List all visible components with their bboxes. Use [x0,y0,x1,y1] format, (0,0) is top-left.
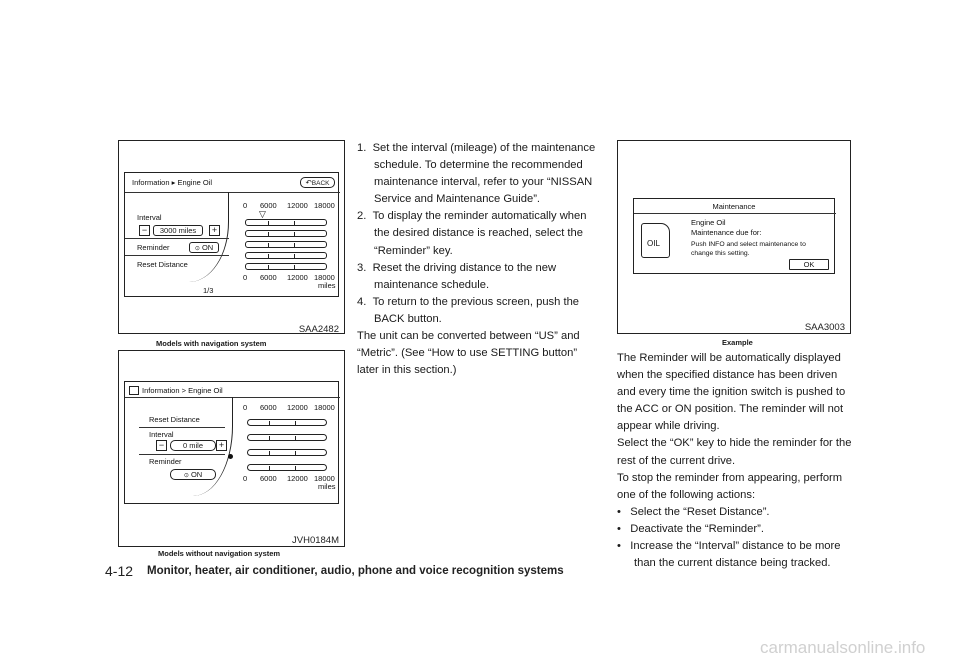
reminder-column [617,350,853,572]
bar-tick [269,466,270,470]
nonav-figure-caption: Models without navigation system [158,549,281,558]
nav-back-button[interactable]: ↶BACK [300,177,335,188]
nav-marker-icon: ▽ [259,209,266,219]
bar-tick [269,436,270,440]
nav-figure-code: SAA2482 [298,324,339,335]
oil-can-icon: OIL [641,223,670,258]
back-arrow-icon: ↶ [305,178,312,187]
figure-nonav-screen [118,350,345,547]
nav-row-divider [125,238,229,239]
nonav-scale-bottom-0: 0 [243,474,248,483]
bar-tick [295,421,296,425]
page-number: 4-12 [105,563,134,579]
bar-tick [295,451,296,455]
steps-column [357,140,601,379]
nonav-bar [247,464,327,471]
nav-row-divider [125,255,229,256]
bar-tick [294,232,295,236]
nonav-scroll-dot-icon [228,454,233,459]
nonav-reset-label: Reset Distance [149,415,200,424]
bar-tick [268,254,269,258]
bullet-item: • Select the “Reset Distance”. [617,505,770,518]
step-3: 3. Reset the driving distance to the new maintenance schedule. [357,261,557,291]
example-figure-code: SAA3003 [804,322,845,333]
nonav-interval-label: Interval [149,430,174,439]
example-title-divider [634,213,836,214]
nav-scale-top-3: 18000 [314,201,335,210]
example-dialog [633,198,835,274]
toggle-indicator-icon: ⊙ [194,246,200,252]
example-figure-caption: Example [722,338,753,347]
example-line2: Maintenance due for: [691,228,762,237]
step-2: 2. To display the reminder automatically when the desired distance is reached, select the “Reminder” key. [357,210,587,257]
nav-scale-top-1: 6000 [260,201,277,210]
nonav-scale-bottom-3: 18000 [314,474,335,483]
info-square-icon [129,386,139,395]
bar-tick [294,243,295,247]
nav-bar [245,263,327,270]
bar-tick [295,466,296,470]
nonav-minus-button[interactable]: − [156,440,167,451]
right-paragraph-3: To stop the reminder from appearing, perform one of the following actions: [617,471,843,501]
nav-reset-label: Reset Distance [137,260,188,269]
nonav-bar [247,419,327,426]
step-4: 4. To return to the previous screen, push the BACK button. [357,295,580,325]
nav-bar [245,230,327,237]
right-paragraph-2: Select the “OK” key to hide the reminder for the rest of the current drive. [617,437,852,467]
nav-scale-bottom-0: 0 [243,273,248,282]
nonav-scale-bottom-1: 6000 [260,474,277,483]
nonav-scale-top-0: 0 [243,403,248,412]
nav-bar [245,219,327,226]
nonav-interval-value[interactable]: 0 mile [170,440,216,451]
bar-tick [294,221,295,225]
nonav-reminder-toggle[interactable]: ⊙ ON [170,469,216,480]
example-line4: change this setting. [691,250,750,257]
watermark: carmanualsonline.info [760,638,926,657]
nav-scale-bottom-2: 12000 [287,273,308,282]
toggle-indicator-icon: ⊙ [183,473,189,479]
figure-example [617,140,851,334]
bullet-item: • Deactivate the “Reminder”. [617,522,764,535]
unit-note: The unit can be converted between “US” and “Metric”. (See “How to use SETTING button” later in this section.) [357,330,580,377]
nav-reminder-toggle[interactable]: ⊙ ON [189,242,219,253]
bar-tick [294,265,295,269]
bar-tick [268,232,269,236]
nav-scale-bottom-1: 6000 [260,273,277,282]
nonav-scale-bottom-2: 12000 [287,474,308,483]
nav-page-indicator: 1/3 [203,286,214,295]
nonav-bar [247,434,327,441]
ok-button[interactable]: OK [789,259,829,270]
bullet-item: • Increase the “Interval” distance to be more than the current distance being tracked. [617,540,841,570]
nonav-row-divider [139,427,225,428]
nav-bar [245,252,327,259]
nonav-breadcrumb: Information > Engine Oil [142,386,223,395]
nav-interval-label: Interval [137,213,162,222]
example-line3: Push INFO and select maintenance to [691,241,806,248]
nav-plus-button[interactable]: + [209,225,220,236]
nonav-scale-top-1: 6000 [260,403,277,412]
bar-tick [294,254,295,258]
bar-tick [269,451,270,455]
right-paragraph-1: The Reminder will be automatically displayed when the specified distance has been driven and every time the ignition switch is pushed to the ACC or ON position. The reminder will not appear while driving. [617,352,846,433]
bar-tick [269,421,270,425]
example-title: Maintenance [712,202,756,211]
nonav-unit: miles [318,482,336,491]
nav-scale-bottom-3: 18000 [314,273,335,282]
bar-tick [268,265,269,269]
bar-tick [268,221,269,225]
nonav-scale-top-2: 12000 [287,403,308,412]
nonav-row-divider [139,454,225,455]
nonav-reminder-label: Reminder [149,457,182,466]
step-1: 1. Set the interval (mileage) of the maintenance schedule. To determine the recommended maintenance interval, refer to your “NISSAN Service and Maintenance Guide”. [357,142,596,206]
nav-breadcrumb: Information ▸ Engine Oil [132,178,213,187]
nav-unit: miles [318,281,336,290]
nav-reminder-label: Reminder [137,243,170,252]
bar-tick [268,243,269,247]
nonav-figure-code: JVH0184M [292,535,339,546]
bar-tick [295,436,296,440]
nav-figure-caption: Models with navigation system [156,339,267,348]
nonav-display [124,381,339,504]
nav-interval-value[interactable]: 3000 miles [153,225,203,236]
chapter-title: Monitor, heater, air conditioner, audio, phone and voice recognition systems [147,565,564,577]
nonav-plus-button[interactable]: + [216,440,227,451]
nav-scale-top-0: 0 [243,201,248,210]
nonav-bar [247,449,327,456]
nav-display [124,172,339,297]
nav-bar [245,241,327,248]
figure-nav-screen [118,140,345,334]
nav-minus-button[interactable]: − [139,225,150,236]
nav-scale-top-2: 12000 [287,201,308,210]
nonav-scale-top-3: 18000 [314,403,335,412]
example-line1: Engine Oil [691,218,726,227]
